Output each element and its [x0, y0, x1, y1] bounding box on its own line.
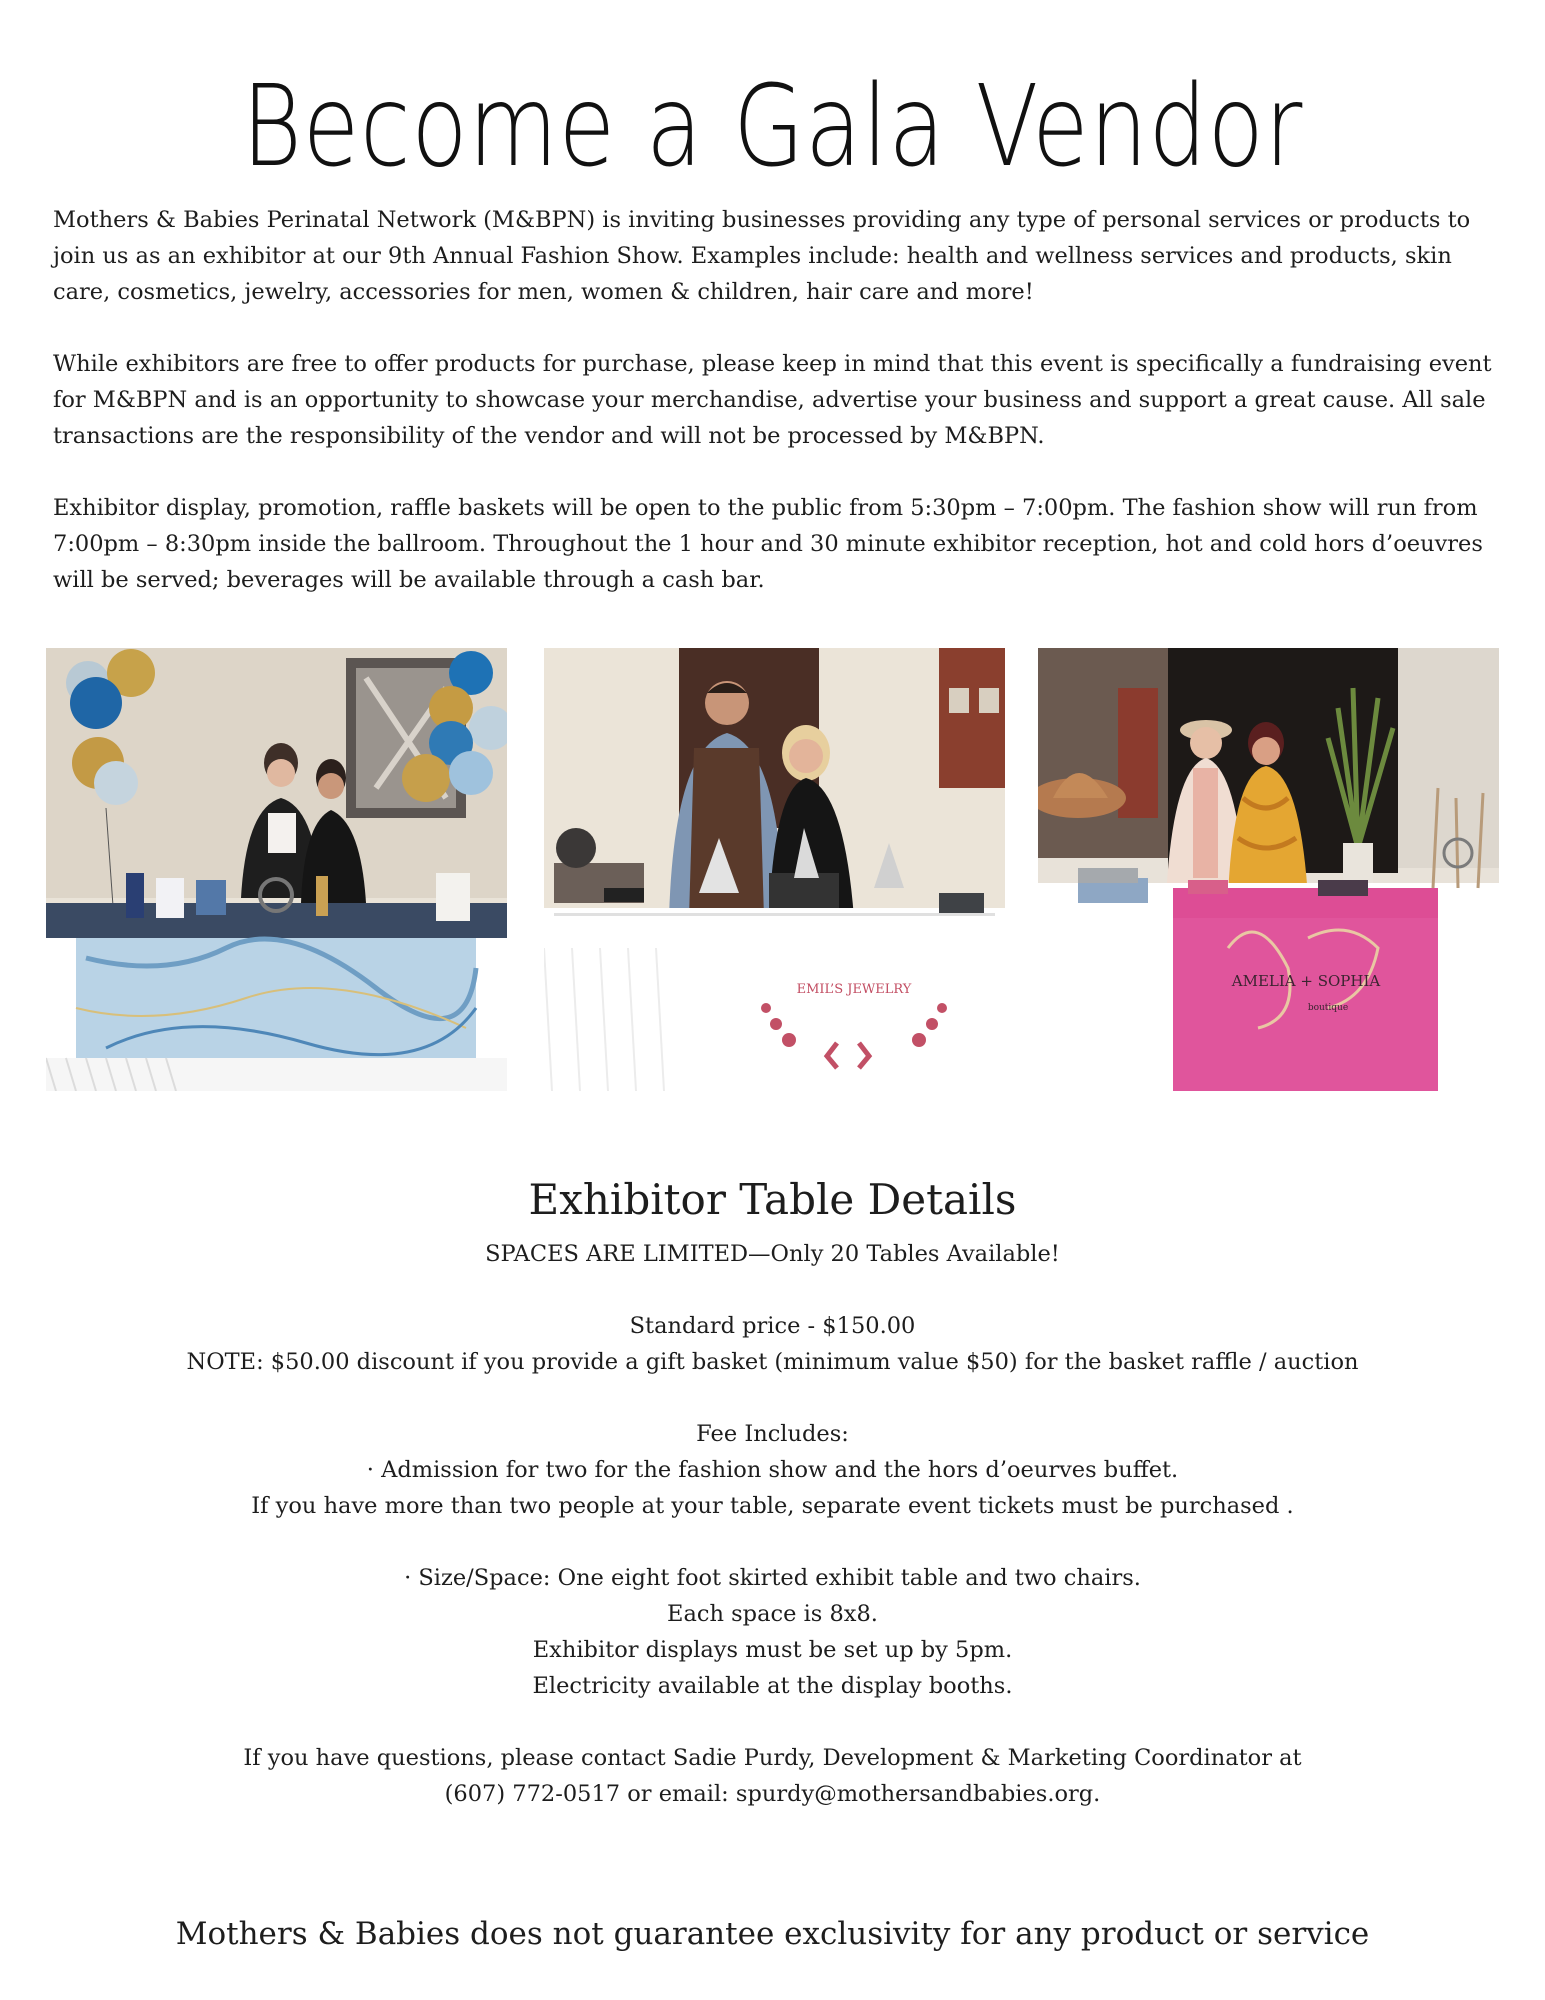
intro-section — [53, 202, 1498, 634]
details-heading: Exhibitor Table Details — [528, 1175, 1017, 1224]
vendor-photo-1-image — [46, 648, 507, 1091]
exclusivity-disclaimer: Mothers & Babies does not guarantee exclusivity for any product or service — [175, 1916, 1370, 1952]
vendor-photo-2 — [544, 648, 1005, 1091]
fee-line: Electricity available at the display booths. — [532, 1673, 1013, 1699]
exhibitor-details-section — [0, 1172, 1545, 1812]
vendor-photo-1 — [46, 648, 507, 1091]
fee-line: · Size/Space: One eight foot skirted exhibit table and two chairs. — [404, 1565, 1141, 1591]
boutique-banner-text: AMELIA + SOPHIA — [1231, 972, 1381, 990]
fee-line: Each space is 8x8. — [667, 1601, 878, 1627]
vendor-photo-3-image — [1038, 648, 1499, 1091]
contact-line: If you have questions, please contact Sadie Purdy, Development & Marketing Coordinator at — [243, 1745, 1302, 1771]
spaces-limited-notice: SPACES ARE LIMITED—Only 20 Tables Available! — [485, 1241, 1060, 1267]
boutique-banner-subtext: boutique — [1307, 1003, 1349, 1013]
vendor-photo-3 — [1038, 648, 1499, 1091]
intro-paragraph: While exhibitors are free to offer products for purchase, please keep in mind that this event is specifically a fundraising event for M&BPN and is an opportunity to showcase your merchandise, advertise your business and support a great cause. All sale transactions are the responsibility of the vendor and will not be processed by M&BPN. — [53, 351, 1492, 449]
intro-paragraph: Exhibitor display, promotion, raffle baskets will be open to the public from 5:30pm – 7:00pm. The fashion show will run from 7:00pm – 8:30pm inside the ballroom. Throughout the 1 hour and 30 minute exhibitor reception, hot and cold hors d’oeuvres will be served; beverages will be available through a cash bar. — [53, 495, 1483, 593]
fee-line: Exhibitor displays must be set up by 5pm. — [532, 1637, 1013, 1663]
jewelry-banner-text: EMIL’S JEWELRY — [796, 982, 912, 997]
fee-line: If you have more than two people at your table, separate event tickets must be purchased . — [251, 1493, 1294, 1519]
discount-note: NOTE: $50.00 discount if you provide a gift basket (minimum value $50) for the basket raffle / auction — [186, 1349, 1359, 1375]
fee-includes-heading: Fee Includes: — [696, 1421, 849, 1447]
fee-line: · Admission for two for the fashion show and the hors d’oeurves buffet. — [366, 1457, 1179, 1483]
contact-line: (607) 772-0517 or email: spurdy@mothersandbabies.org. — [444, 1781, 1101, 1807]
intro-paragraph: Mothers & Babies Perinatal Network (M&BPN) is inviting businesses providing any type of personal services or products to join us as an exhibitor at our 9th Annual Fashion Show. Examples include: health and wellness services and products, skin care, cosmetics, jewelry, accessories for men, women & children, hair care and more! — [53, 207, 1471, 305]
vendor-photo-2-image — [544, 648, 1005, 1091]
page-title: Become a Gala Vendor — [241, 62, 1304, 192]
standard-price: Standard price - $150.00 — [629, 1313, 916, 1339]
